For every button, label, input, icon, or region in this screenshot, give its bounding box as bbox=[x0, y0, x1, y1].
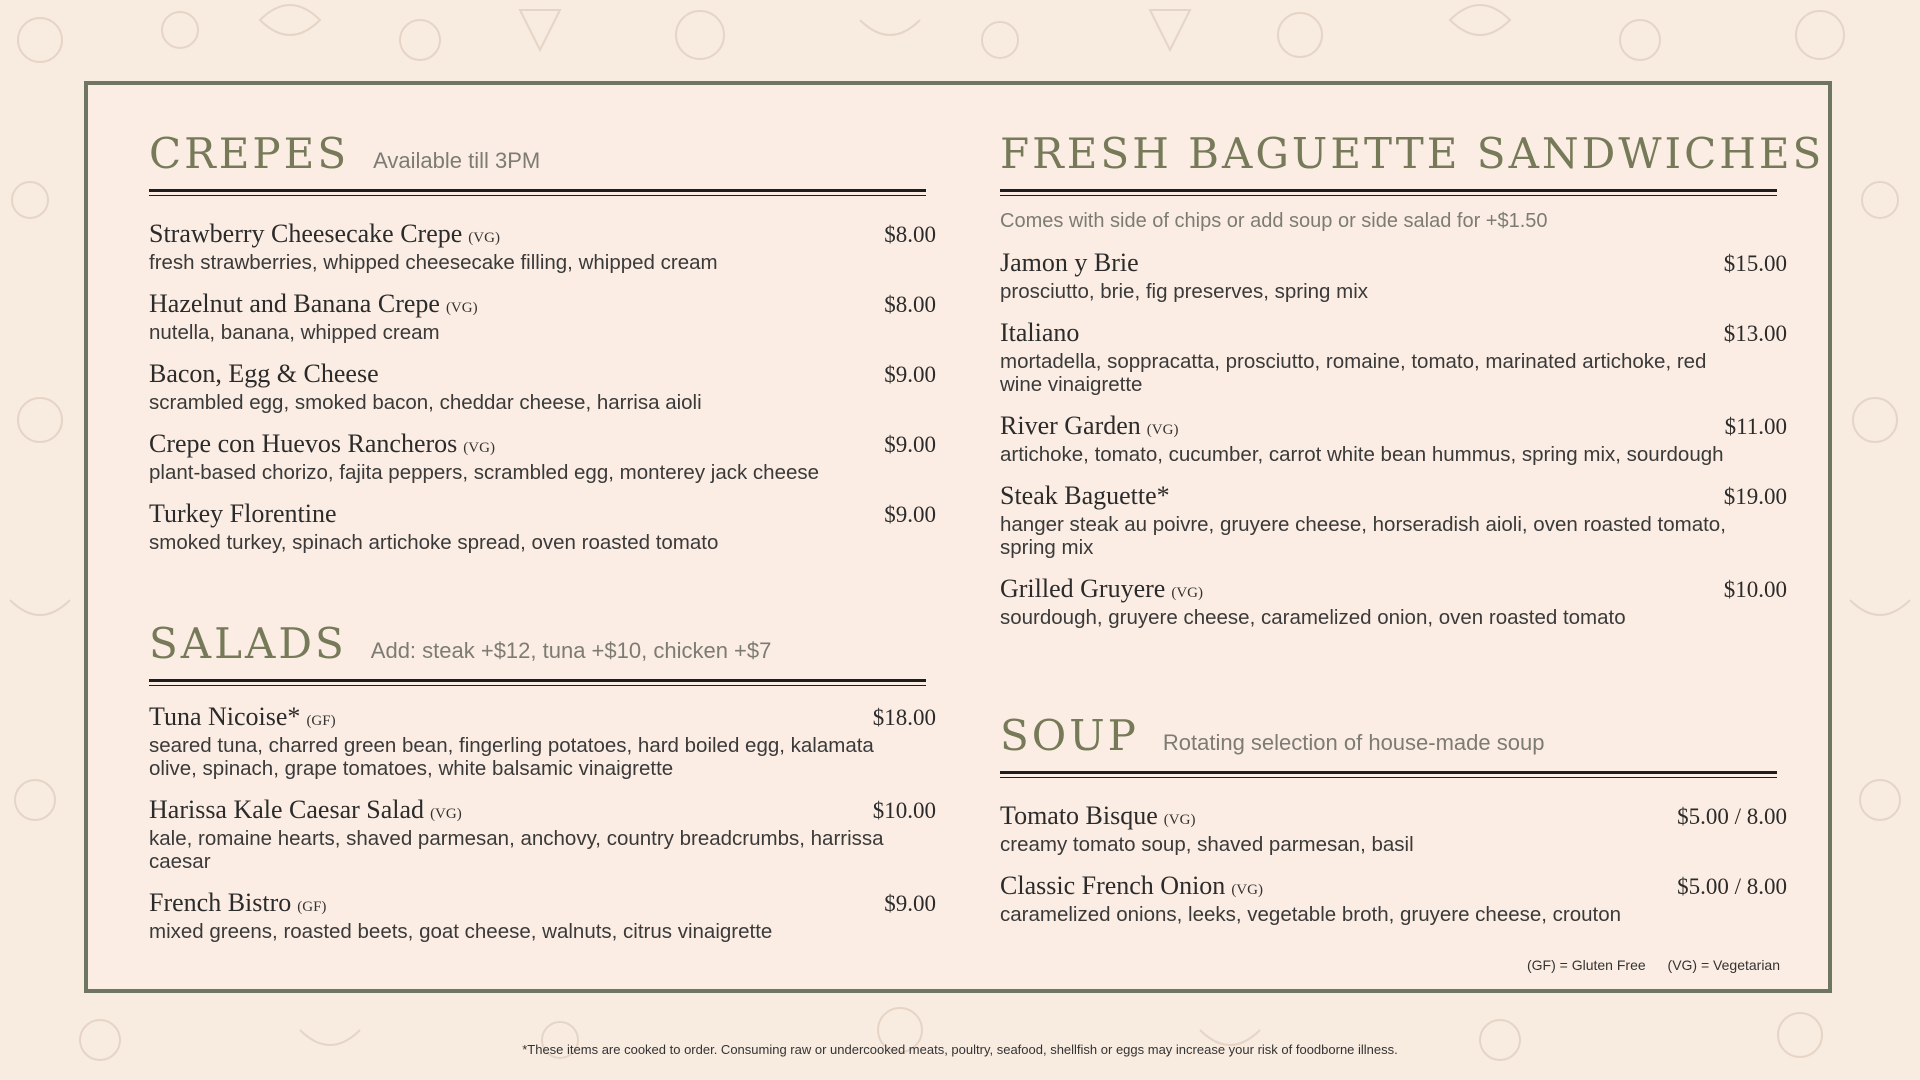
menu-item-row bbox=[149, 428, 936, 460]
dietary-tag: (VG) bbox=[1231, 882, 1263, 898]
menu-item-title bbox=[149, 887, 326, 919]
legend-gf: (GF) = Gluten Free bbox=[1527, 957, 1646, 973]
menu-item-row bbox=[1000, 317, 1787, 349]
salads-list bbox=[149, 701, 936, 943]
section-subtitle: Add: steak +$12, tuna +$10, chicken +$7 bbox=[370, 638, 772, 663]
menu-panel bbox=[84, 81, 1832, 993]
menu-item-name: Harissa Kale Caesar Salad bbox=[149, 795, 425, 824]
section-title: SALADS bbox=[149, 619, 347, 668]
menu-item-name: Tomato Bisque bbox=[1000, 801, 1158, 830]
menu-item-title bbox=[149, 288, 478, 320]
menu-item bbox=[1000, 410, 1787, 466]
menu-item-row bbox=[1000, 247, 1787, 279]
menu-item-title bbox=[1000, 870, 1263, 902]
menu-item-description: fresh strawberries, whipped cheesecake filling, whipped cream bbox=[149, 251, 718, 274]
dietary-tag: (VG) bbox=[1146, 422, 1179, 438]
menu-item bbox=[1000, 573, 1787, 629]
menu-item-row bbox=[149, 887, 936, 919]
section-title: CREPES bbox=[149, 129, 350, 178]
menu-item-description: sourdough, gruyere cheese, caramelized onion, oven roasted tomato bbox=[1000, 606, 1626, 629]
menu-item-row bbox=[149, 498, 936, 530]
sandwiches-list bbox=[1000, 247, 1787, 629]
menu-item bbox=[1000, 247, 1787, 303]
menu-item-price: $5.00 / 8.00 bbox=[1677, 804, 1787, 829]
menu-item-price: $8.00 bbox=[884, 292, 936, 317]
menu-item bbox=[149, 498, 936, 554]
menu-item-description: seared tuna, charred green bean, fingerling potatoes, hard boiled egg, kalamata olive, spinach, grape tomatoes, white balsamic vinaigrette bbox=[149, 734, 874, 780]
menu-item-row bbox=[149, 358, 936, 390]
menu-item bbox=[1000, 480, 1787, 559]
menu-item-name: Strawberry Cheesecake Crepe bbox=[149, 219, 463, 248]
menu-item bbox=[149, 887, 936, 943]
menu-item-row bbox=[1000, 410, 1787, 442]
menu-item-name: River Garden bbox=[1000, 411, 1141, 440]
sandwiches-header bbox=[1000, 129, 1825, 178]
menu-item-title bbox=[149, 428, 495, 460]
sandwiches-section bbox=[1000, 129, 1825, 233]
soup-header bbox=[1000, 711, 1787, 760]
menu-item-price: $9.00 bbox=[884, 362, 936, 387]
menu-item bbox=[149, 428, 936, 484]
menu-item-price: $10.00 bbox=[872, 798, 936, 823]
salads-section bbox=[149, 619, 936, 686]
menu-item-price: $8.00 bbox=[884, 222, 936, 247]
menu-item-name: Tuna Nicoise* bbox=[149, 702, 301, 731]
menu-item-row bbox=[149, 288, 936, 320]
menu-item-description: caramelized onions, leeks, vegetable broth, gruyere cheese, crouton bbox=[1000, 903, 1622, 926]
divider bbox=[1000, 771, 1777, 778]
menu-item-row bbox=[1000, 800, 1787, 832]
menu-item-name: Grilled Gruyere bbox=[1000, 574, 1166, 603]
dietary-legend bbox=[1509, 957, 1780, 973]
dietary-tag: (GF) bbox=[306, 713, 336, 729]
menu-item-price: $13.00 bbox=[1723, 321, 1787, 346]
menu-item-price: $5.00 / 8.00 bbox=[1677, 874, 1787, 899]
menu-item-name: Steak Baguette* bbox=[1000, 481, 1170, 510]
dietary-tag: (GF) bbox=[297, 899, 327, 915]
menu-item-name: Italiano bbox=[1000, 318, 1080, 347]
menu-item-row bbox=[149, 701, 936, 733]
menu-item-description: plant-based chorizo, fajita peppers, scrambled egg, monterey jack cheese bbox=[149, 461, 820, 484]
dietary-tag: (VG) bbox=[430, 806, 462, 822]
crepes-header bbox=[149, 129, 936, 178]
divider bbox=[1000, 189, 1777, 196]
menu-item-price: $19.00 bbox=[1723, 484, 1787, 509]
menu-item-row bbox=[149, 794, 936, 826]
menu-item bbox=[149, 218, 936, 274]
menu-item bbox=[149, 288, 936, 344]
section-subtitle: Rotating selection of house-made soup bbox=[1162, 730, 1545, 755]
menu-item-name: Turkey Florentine bbox=[149, 499, 337, 528]
menu-item-title bbox=[1000, 247, 1145, 279]
menu-item-price: $11.00 bbox=[1724, 414, 1787, 439]
soup-section bbox=[1000, 711, 1787, 778]
menu-item-price: $10.00 bbox=[1723, 577, 1787, 602]
menu-item-description: mixed greens, roasted beets, goat cheese, walnuts, citrus vinaigrette bbox=[149, 920, 773, 943]
menu-item-price: $9.00 bbox=[884, 502, 936, 527]
menu-item-description: prosciutto, brie, fig preserves, spring mix bbox=[1000, 280, 1368, 303]
crepes-section bbox=[149, 129, 936, 196]
menu-item-title bbox=[149, 218, 500, 250]
menu-item-description: hanger steak au poivre, gruyere cheese, horseradish aioli, oven roasted tomato, spring mix bbox=[1000, 513, 1726, 559]
menu-item-description: nutella, banana, whipped cream bbox=[149, 321, 440, 344]
menu-item bbox=[1000, 870, 1787, 926]
section-title: FRESH BAGUETTE SANDWICHES bbox=[1000, 129, 1825, 178]
menu-item-name: Bacon, Egg & Cheese bbox=[149, 359, 379, 388]
menu-item bbox=[1000, 317, 1787, 396]
menu-item-description: scrambled egg, smoked bacon, cheddar cheese, harrisa aioli bbox=[149, 391, 702, 414]
menu-item-row bbox=[1000, 870, 1787, 902]
menu-item bbox=[149, 701, 936, 780]
dietary-tag: (VG) bbox=[468, 230, 500, 246]
menu-item-title bbox=[1000, 573, 1203, 605]
dietary-tag: (VG) bbox=[445, 300, 478, 316]
menu-item-description: kale, romaine hearts, shaved parmesan, anchovy, country breadcrumbs, harrissa caesar bbox=[149, 827, 884, 873]
menu-item-title bbox=[149, 701, 336, 733]
menu-item-name: French Bistro bbox=[149, 888, 292, 917]
menu-item-description: creamy tomato soup, shaved parmesan, basil bbox=[1000, 833, 1414, 856]
menu-item-title bbox=[149, 498, 343, 530]
menu-item-title bbox=[1000, 800, 1195, 832]
menu-item-title bbox=[1000, 410, 1178, 442]
section-subtitle: Available till 3PM bbox=[373, 148, 541, 173]
menu-item-row bbox=[149, 218, 936, 250]
salads-header bbox=[149, 619, 936, 668]
menu-item bbox=[1000, 800, 1787, 856]
dietary-tag: (VG) bbox=[1163, 812, 1196, 828]
divider bbox=[149, 679, 926, 686]
soup-list bbox=[1000, 800, 1787, 926]
menu-item bbox=[149, 794, 936, 873]
sandwiches-note: Comes with side of chips or add soup or side salad for +$1.50 bbox=[1000, 210, 1548, 232]
menu-item-row bbox=[1000, 573, 1787, 605]
food-safety-disclaimer: *These items are cooked to order. Consuming raw or undercooked meats, poultry, seafood, shellfish or eggs may increase your risk of foodborne illness. bbox=[522, 1042, 1398, 1057]
section-title: SOUP bbox=[1000, 711, 1139, 760]
menu-item-name: Crepe con Huevos Rancheros bbox=[149, 429, 458, 458]
menu-item-row bbox=[1000, 480, 1787, 512]
menu-item-title bbox=[149, 794, 462, 826]
menu-item-name: Classic French Onion bbox=[1000, 871, 1226, 900]
menu-item bbox=[149, 358, 936, 414]
menu-item-price: $9.00 bbox=[884, 891, 936, 916]
dietary-tag: (VG) bbox=[1171, 585, 1203, 601]
divider bbox=[149, 189, 926, 196]
menu-item-description: smoked turkey, spinach artichoke spread, oven roasted tomato bbox=[149, 531, 719, 554]
menu-item-description: mortadella, soppraсatta, prosciutto, romaine, tomato, marinated artichoke, red wine vinaigrette bbox=[1000, 350, 1707, 396]
menu-item-title bbox=[149, 358, 385, 390]
menu-item-price: $18.00 bbox=[872, 705, 936, 730]
dietary-tag: (VG) bbox=[463, 440, 495, 456]
menu-item-title bbox=[1000, 480, 1176, 512]
menu-item-name: Jamon y Brie bbox=[1000, 248, 1139, 277]
legend-vg: (VG) = Vegetarian bbox=[1667, 957, 1780, 973]
menu-item-price: $9.00 bbox=[884, 432, 936, 457]
menu-item-price: $15.00 bbox=[1723, 251, 1787, 276]
crepes-list bbox=[149, 218, 936, 554]
menu-item-description: artichoke, tomato, cucumber, carrot white bean hummus, spring mix, sourdough bbox=[1000, 443, 1724, 466]
menu-item-title bbox=[1000, 317, 1085, 349]
menu-item-name: Hazelnut and Banana Crepe bbox=[149, 289, 440, 318]
